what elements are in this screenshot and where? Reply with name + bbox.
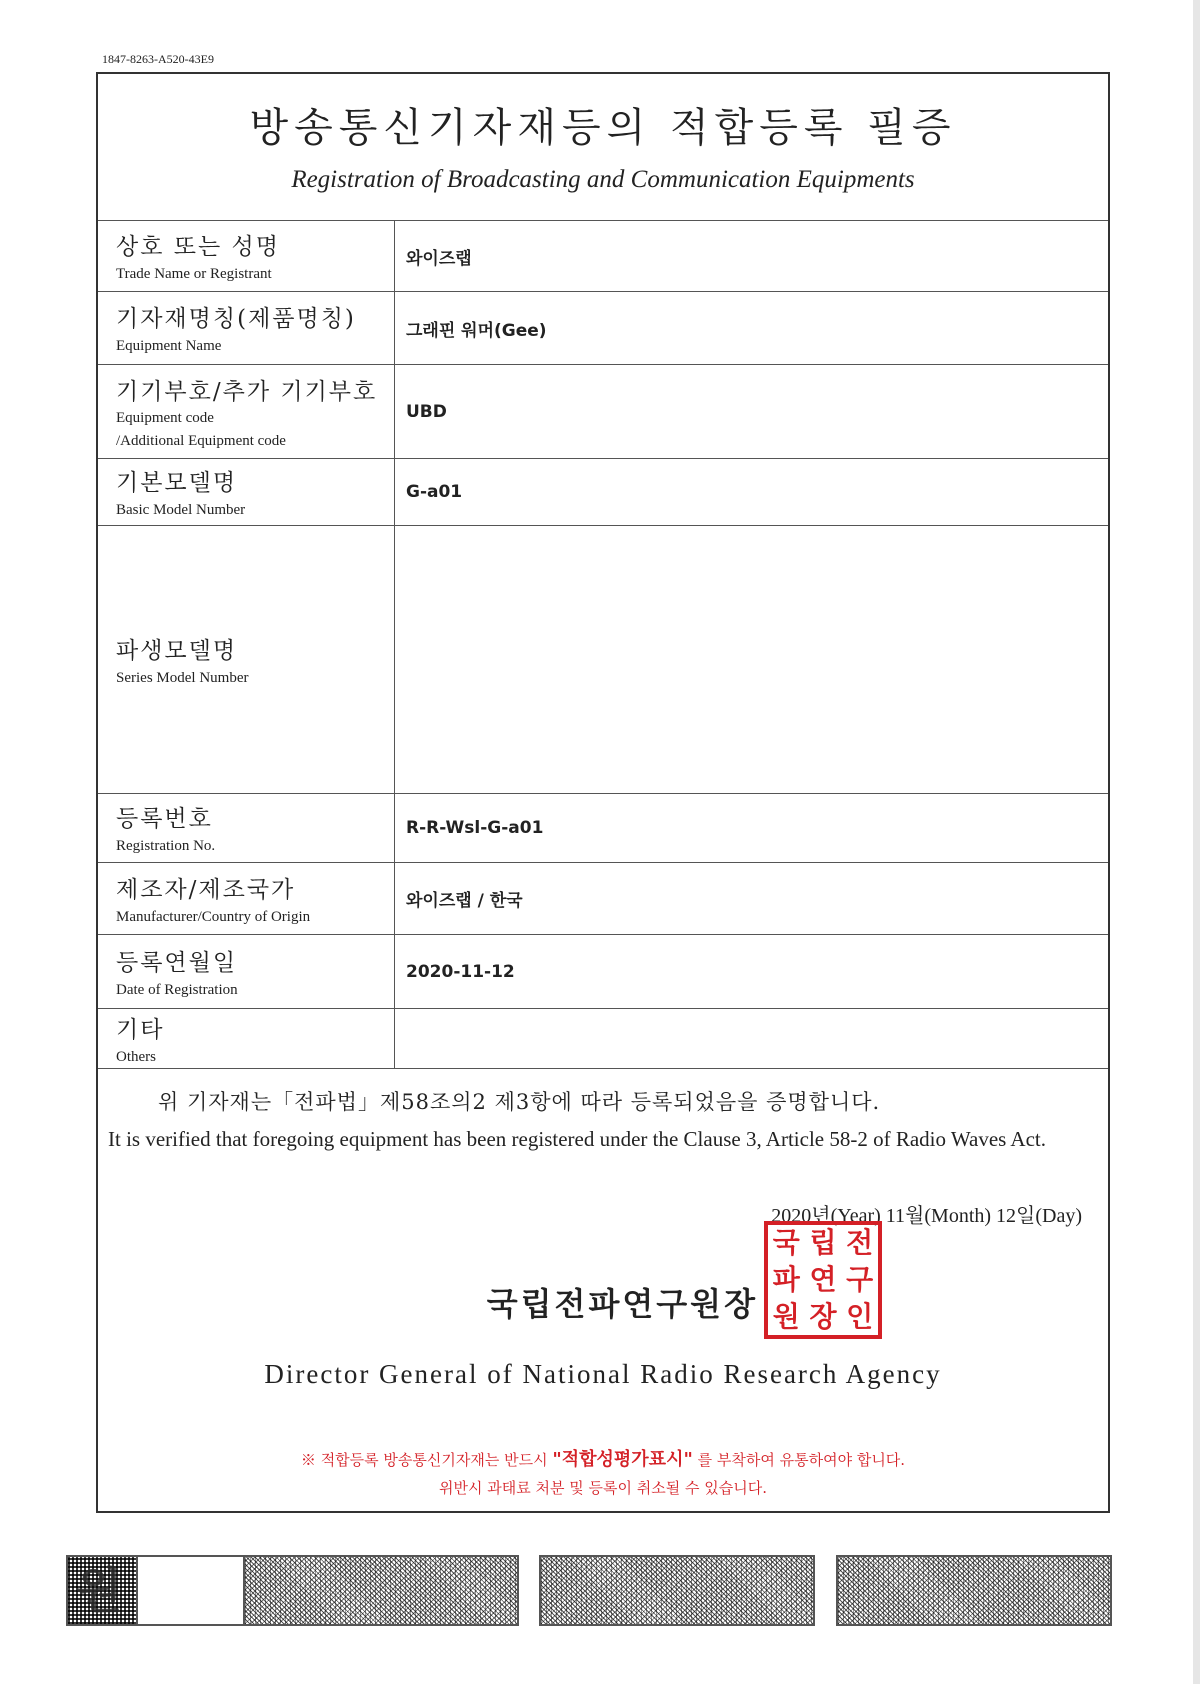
label-english: Date of Registration (116, 981, 238, 998)
label-korean: 제조자/제조국가 (116, 876, 296, 903)
notice-line-2: 위반시 과태료 처분 및 등록이 취소될 수 있습니다. (439, 1479, 767, 1497)
row-basic-model (98, 459, 1108, 526)
label-korean: 파생모델명 (116, 637, 238, 664)
label-english: Trade Name or Registrant (116, 266, 272, 283)
label-cell (98, 221, 395, 291)
seal-char: 원 (772, 1299, 800, 1333)
row-registration-no (98, 794, 1108, 863)
value-registration-no: R-R-Wsl-G-a01 (406, 818, 544, 838)
statement-english: It is verified that foregoing equipment has been registered under the Clause 3, Article 58-2 of Radio Waves Act. (108, 1127, 1046, 1151)
row-series-model (98, 526, 1108, 794)
row-manufacturer (98, 863, 1108, 935)
seal-char: 구 (846, 1262, 874, 1296)
label-cell (98, 1009, 395, 1068)
label-korean: 등록연월일 (116, 949, 238, 976)
official-seal (764, 1221, 882, 1339)
security-barcode-3 (836, 1555, 1112, 1626)
label-cell (98, 526, 395, 793)
value-series-model (395, 526, 1108, 793)
label-english: Equipment code (116, 410, 214, 427)
label-cell (98, 459, 395, 525)
seal-char: 립 (809, 1226, 837, 1260)
label-cell (98, 365, 395, 458)
document-id: 1847-8263-A520-43E9 (102, 52, 214, 66)
label-korean: 상호 또는 성명 (116, 234, 280, 261)
row-trade-name (98, 221, 1108, 292)
row-equipment-code (98, 365, 1108, 459)
title-english: Registration of Broadcasting and Communication Equipments (291, 166, 915, 193)
notice-prefix: ※ 적합등록 방송통신기자재는 반드시 (300, 1451, 548, 1469)
label-korean: 기본모델명 (116, 470, 238, 497)
label-english: Series Model Number (116, 669, 249, 686)
notice-emphasis: "적합성평가표시" (552, 1449, 693, 1470)
value-basic-model: G-a01 (406, 482, 463, 502)
seal-char: 인 (846, 1299, 874, 1333)
director-title-english: Director General of National Radio Research Agency (264, 1359, 942, 1389)
notice (98, 1446, 1108, 1502)
label-english: Basic Model Number (116, 502, 246, 519)
value-others (395, 1009, 1108, 1068)
seal-char: 국 (772, 1226, 800, 1260)
fields-table (98, 220, 1108, 1069)
label-english: Manufacturer/Country of Origin (116, 908, 311, 925)
director-title-korean: 국립전파연구원장 (486, 1285, 758, 1323)
qr-code (66, 1555, 138, 1626)
row-equipment-name (98, 292, 1108, 365)
notice-line-1 (98, 1446, 1108, 1474)
label-cell (98, 935, 395, 1008)
certificate-frame (96, 72, 1110, 1513)
qr-mark: 원 (76, 1563, 123, 1619)
issue-date: 2020년(Year) 11월(Month) 12일(Day) (771, 1205, 1082, 1227)
label-korean: 기타 (116, 1016, 165, 1043)
value-equipment-code: UBD (406, 401, 447, 422)
label-cell (98, 863, 395, 934)
value-manufacturer: 와이즈랩 / 한국 (406, 891, 523, 911)
label-english: Others (116, 1048, 156, 1065)
security-barcode-2 (539, 1555, 815, 1626)
value-equipment-name: 그래핀 워머(Gee) (406, 320, 547, 341)
row-date-of-registration (98, 935, 1108, 1009)
label-cell (98, 794, 395, 862)
value-date-of-registration: 2020-11-12 (406, 961, 515, 982)
page-edge (1193, 0, 1200, 1684)
label-korean: 등록번호 (116, 806, 213, 833)
seal-char: 전 (846, 1226, 874, 1260)
seal-char: 장 (809, 1299, 837, 1333)
label-korean: 기기부호/추가 기기부호 (116, 378, 378, 405)
row-others (98, 1009, 1108, 1069)
value-trade-name: 와이즈랩 (406, 248, 472, 269)
label-english: Equipment Name (116, 338, 222, 355)
label-english-2: /Additional Equipment code (116, 432, 286, 449)
seal-char: 연 (809, 1262, 837, 1296)
label-korean: 기자재명칭(제품명칭) (116, 306, 356, 333)
statement-korean: 위 기자재는「전파법」제58조의2 제3항에 따라 등록되었음을 증명합니다. (158, 1090, 881, 1114)
security-barcode-1 (243, 1555, 519, 1626)
title-korean: 방송통신기자재등의 적합등록 필증 (249, 105, 957, 151)
label-cell (98, 292, 395, 364)
label-english: Registration No. (116, 838, 216, 855)
seal-char: 파 (772, 1262, 800, 1296)
notice-suffix: 를 부착하여 유통하여야 합니다. (697, 1451, 906, 1469)
